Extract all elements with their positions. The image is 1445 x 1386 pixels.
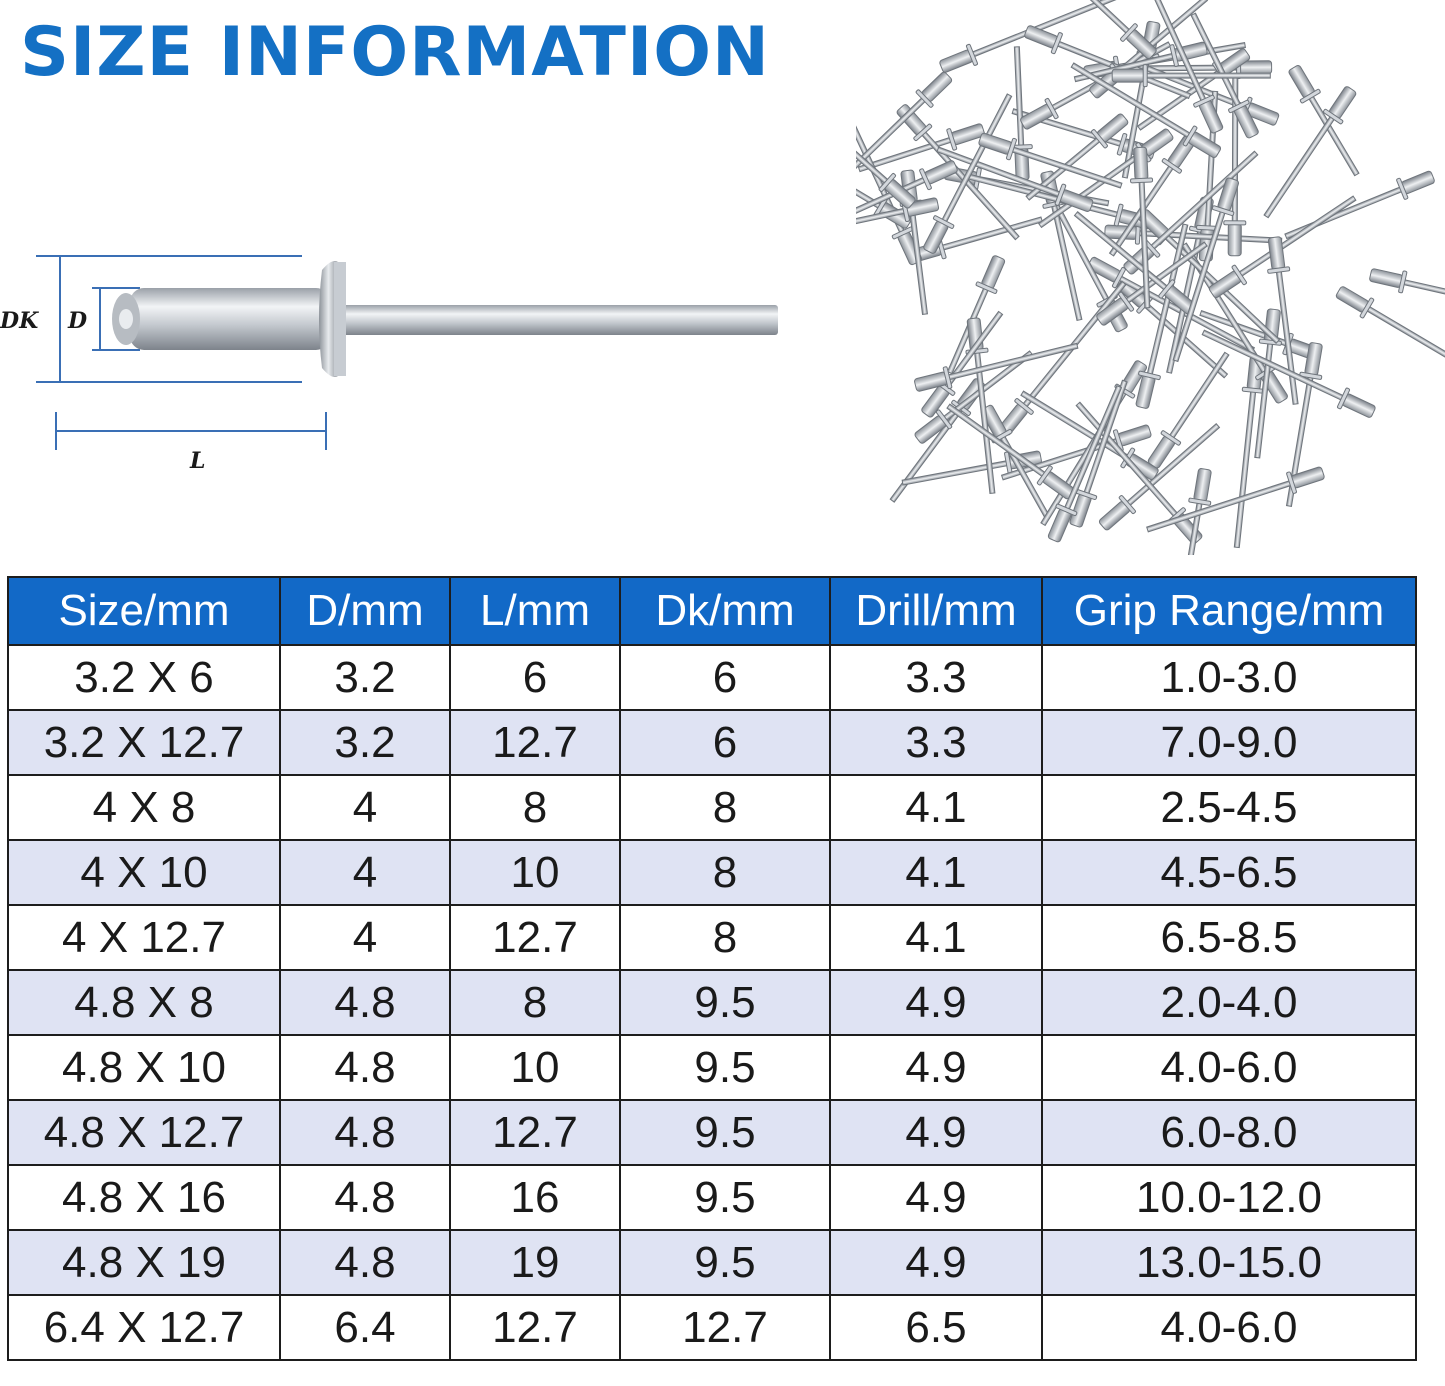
cell-dk: 6 (620, 645, 830, 710)
cell-l: 16 (450, 1165, 620, 1230)
cell-l: 8 (450, 775, 620, 840)
l-label: L (190, 448, 206, 474)
rivet-dimension-diagram (0, 240, 800, 480)
cell-dk: 9.5 (620, 1100, 830, 1165)
cell-l: 12.7 (450, 710, 620, 775)
cell-drill: 4.1 (830, 905, 1042, 970)
cell-grip-range: 6.0-8.0 (1042, 1100, 1416, 1165)
cell-dk: 9.5 (620, 1035, 830, 1100)
cell-size: 3.2 X 6 (8, 645, 280, 710)
cell-l: 19 (450, 1230, 620, 1295)
l-dimension-line (56, 412, 326, 450)
cell-size: 4 X 12.7 (8, 905, 280, 970)
cell-d: 4.8 (280, 1100, 450, 1165)
table-row (8, 775, 1416, 840)
cell-size: 4.8 X 10 (8, 1035, 280, 1100)
table-row (8, 645, 1416, 710)
cell-size: 4.8 X 12.7 (8, 1100, 280, 1165)
cell-l: 12.7 (450, 1295, 620, 1360)
rivet-illustration (112, 261, 778, 377)
cell-d: 4 (280, 905, 450, 970)
cell-dk: 8 (620, 840, 830, 905)
cell-drill: 6.5 (830, 1295, 1042, 1360)
cell-grip-range: 4.0-6.0 (1042, 1035, 1416, 1100)
header-grip-range: Grip Range/mm (1042, 577, 1416, 645)
header-dk: Dk/mm (620, 577, 830, 645)
cell-d: 4.8 (280, 970, 450, 1035)
cell-d: 4 (280, 775, 450, 840)
cell-l: 6 (450, 645, 620, 710)
cell-grip-range: 2.0-4.0 (1042, 970, 1416, 1035)
table-row (8, 970, 1416, 1035)
table-header-row (8, 577, 1416, 645)
header-drill: Drill/mm (830, 577, 1042, 645)
cell-size: 4 X 8 (8, 775, 280, 840)
table-row (8, 1100, 1416, 1165)
table-row (8, 1035, 1416, 1100)
cell-drill: 4.9 (830, 1165, 1042, 1230)
cell-l: 8 (450, 970, 620, 1035)
cell-dk: 8 (620, 905, 830, 970)
cell-grip-range: 4.5-6.5 (1042, 840, 1416, 905)
cell-grip-range: 4.0-6.0 (1042, 1295, 1416, 1360)
cell-size: 4.8 X 8 (8, 970, 280, 1035)
cell-dk: 12.7 (620, 1295, 830, 1360)
cell-dk: 9.5 (620, 970, 830, 1035)
table-row (8, 1295, 1416, 1360)
cell-d: 6.4 (280, 1295, 450, 1360)
table-row (8, 905, 1416, 970)
cell-dk: 6 (620, 710, 830, 775)
cell-size: 4 X 10 (8, 840, 280, 905)
cell-d: 4.8 (280, 1035, 450, 1100)
cell-grip-range: 2.5-4.5 (1042, 775, 1416, 840)
cell-drill: 4.1 (830, 840, 1042, 905)
cell-grip-range: 13.0-15.0 (1042, 1230, 1416, 1295)
header-d: D/mm (280, 577, 450, 645)
cell-drill: 3.3 (830, 710, 1042, 775)
cell-size: 6.4 X 12.7 (8, 1295, 280, 1360)
cell-d: 4.8 (280, 1230, 450, 1295)
cell-l: 10 (450, 1035, 620, 1100)
cell-d: 4 (280, 840, 450, 905)
cell-d: 3.2 (280, 710, 450, 775)
rivets-pile-photo (856, 0, 1445, 555)
cell-d: 3.2 (280, 645, 450, 710)
cell-size: 4.8 X 19 (8, 1230, 280, 1295)
cell-l: 12.7 (450, 1100, 620, 1165)
header-l: L/mm (450, 577, 620, 645)
dk-label: DK (0, 308, 39, 334)
table-row (8, 1165, 1416, 1230)
cell-drill: 4.1 (830, 775, 1042, 840)
cell-size: 3.2 X 12.7 (8, 710, 280, 775)
cell-d: 4.8 (280, 1165, 450, 1230)
cell-dk: 9.5 (620, 1230, 830, 1295)
cell-dk: 8 (620, 775, 830, 840)
table-row (8, 840, 1416, 905)
cell-drill: 4.9 (830, 970, 1042, 1035)
cell-drill: 4.9 (830, 1035, 1042, 1100)
cell-dk: 9.5 (620, 1165, 830, 1230)
page-title: SIZE INFORMATION (20, 13, 770, 92)
cell-grip-range: 10.0-12.0 (1042, 1165, 1416, 1230)
cell-l: 12.7 (450, 905, 620, 970)
cell-size: 4.8 X 16 (8, 1165, 280, 1230)
cell-drill: 3.3 (830, 645, 1042, 710)
cell-l: 10 (450, 840, 620, 905)
cell-grip-range: 1.0-3.0 (1042, 645, 1416, 710)
table-row (8, 1230, 1416, 1295)
size-table (7, 576, 1417, 1361)
cell-grip-range: 7.0-9.0 (1042, 710, 1416, 775)
table-row (8, 710, 1416, 775)
cell-grip-range: 6.5-8.5 (1042, 905, 1416, 970)
cell-drill: 4.9 (830, 1230, 1042, 1295)
header-size: Size/mm (8, 577, 280, 645)
cell-drill: 4.9 (830, 1100, 1042, 1165)
d-label: D (68, 308, 88, 334)
